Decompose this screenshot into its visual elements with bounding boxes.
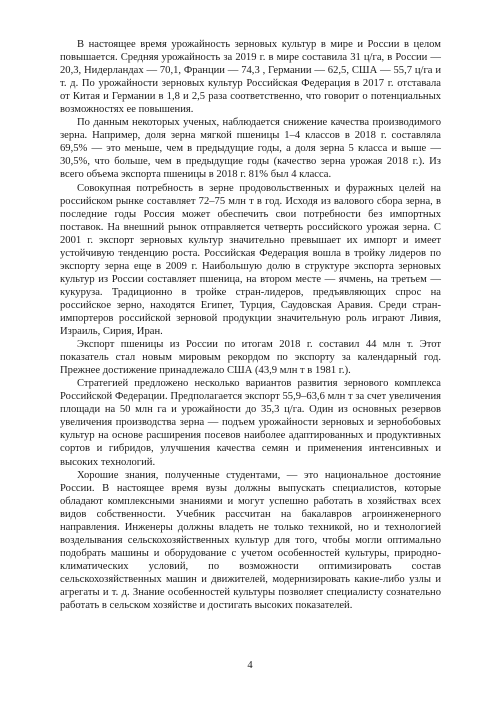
paragraph-demand-export: Совокупная потребность в зерне продовольственных и фуражных целей на российском рынке составляет 72–75 млн т в год. Исходя из валового сбора зерна, в последние годы Россия может обеспечить свои потребности без импортных поставок. На внешний рынок отправляется четверть российского урожая зерна. С 2001 г. экспорт зерновых культур значительно превышает их импорт и имеет устойчивую тенденцию роста. Российская Федерация вошла в тройку лидеров по экспорту зерна еще в 2009 г. Наибольшую долю в структуре экспорта зерновых культур из России составляет пшеница, на втором месте — ячмень, на третьем — кукуруза. Традиционно в тройке стран-лидеров, предъявляющих спрос на российское зерно, находятся Египет, Турция, Саудовская Аравия. Среди стран-импортеров российской зерновой продукции значительную роль играют Ливия, Израиль, Сирия, Иран. [60,182,441,338]
page-number: 4 [247,660,253,671]
paragraph-yield-overview: В настоящее время урожайность зерновых культур в мире и России в целом повышается. Средняя урожайность за 2019 г. в мире составила 31 ц/га, в России — 20,3, Нидерландах — 70,1, Франции — 74,3 , Германии — 62,5, США — 55,7 ц/га и т. д. По урожайности зерновых культур Российская Федерация в 2017 г. отставала от Китая и Германии в 1,8 и 2,5 раза соответственно, что говорит о потенциальных возможностях ее повышения. [60,39,441,116]
paragraph-wheat-export-record: Экспорт пшеницы из России по итогам 2018 г. составил 44 млн т. Этот показатель стал новым мировым рекордом по экспорту за календарный год. Прежнее достижение принадлежало США (43,9 млн т в 1981 г.). [60,339,441,377]
paragraph-grain-quality: По данным некоторых ученых, наблюдается снижение качества производимого зерна. Например, доля зерна мягкой пшеницы 1–4 классов в 2018 г. составляла 69,5% — это меньше, чем в предыдущие годы, а доля зерна 5 класса и выше — 30,5%, что больше, чем в предыдущие годы (качество зерна урожая 2018 г.). Из всего объема экспорта пшеницы в 2018 г. 81% был 4 класса. [60,117,441,181]
page-body [60,38,441,612]
paragraph-strategy: Стратегией предложено несколько вариантов развития зернового комплекса Российской Федерации. Предполагается экспорт 55,9–63,6 млн т за счет увеличения площади на 50 млн га и урожайности до 35,3 ц/га. Один из основных резервов увеличения производства зерна — подъем урожайности зерновых и зернобобовых культур на основе расширения посевов наиболее адаптированных и продуктивных сортов и гибридов, улучшения качества семян и применения интенсивных и высоких технологий. [60,378,441,468]
paragraph-education: Хорошие знания, полученные студентами, — это национальное достояние России. В настоящее время вузы должны выпускать специалистов, которые обладают комплексными знаниями и могут успешно работать в хозяйствах всех видов собственности. Учебник рассчитан на бакалавров агроинженерного направления. Инженеры должны владеть не только техникой, но и технологией возделывания сельскохозяйственных культур для того, чтобы могли оптимально подобрать машины и оборудование с учетом особенностей культуры, природно-климатических условий, по возможности оптимизировать состав сельскохозяйственных машин и движителей, модернизировать какие-либо узлы и агрегаты и т. д. Знание особенностей культуры позволяет специалисту сознательно работать в сельском хозяйстве и достигать высоких показателей. [60,469,441,612]
